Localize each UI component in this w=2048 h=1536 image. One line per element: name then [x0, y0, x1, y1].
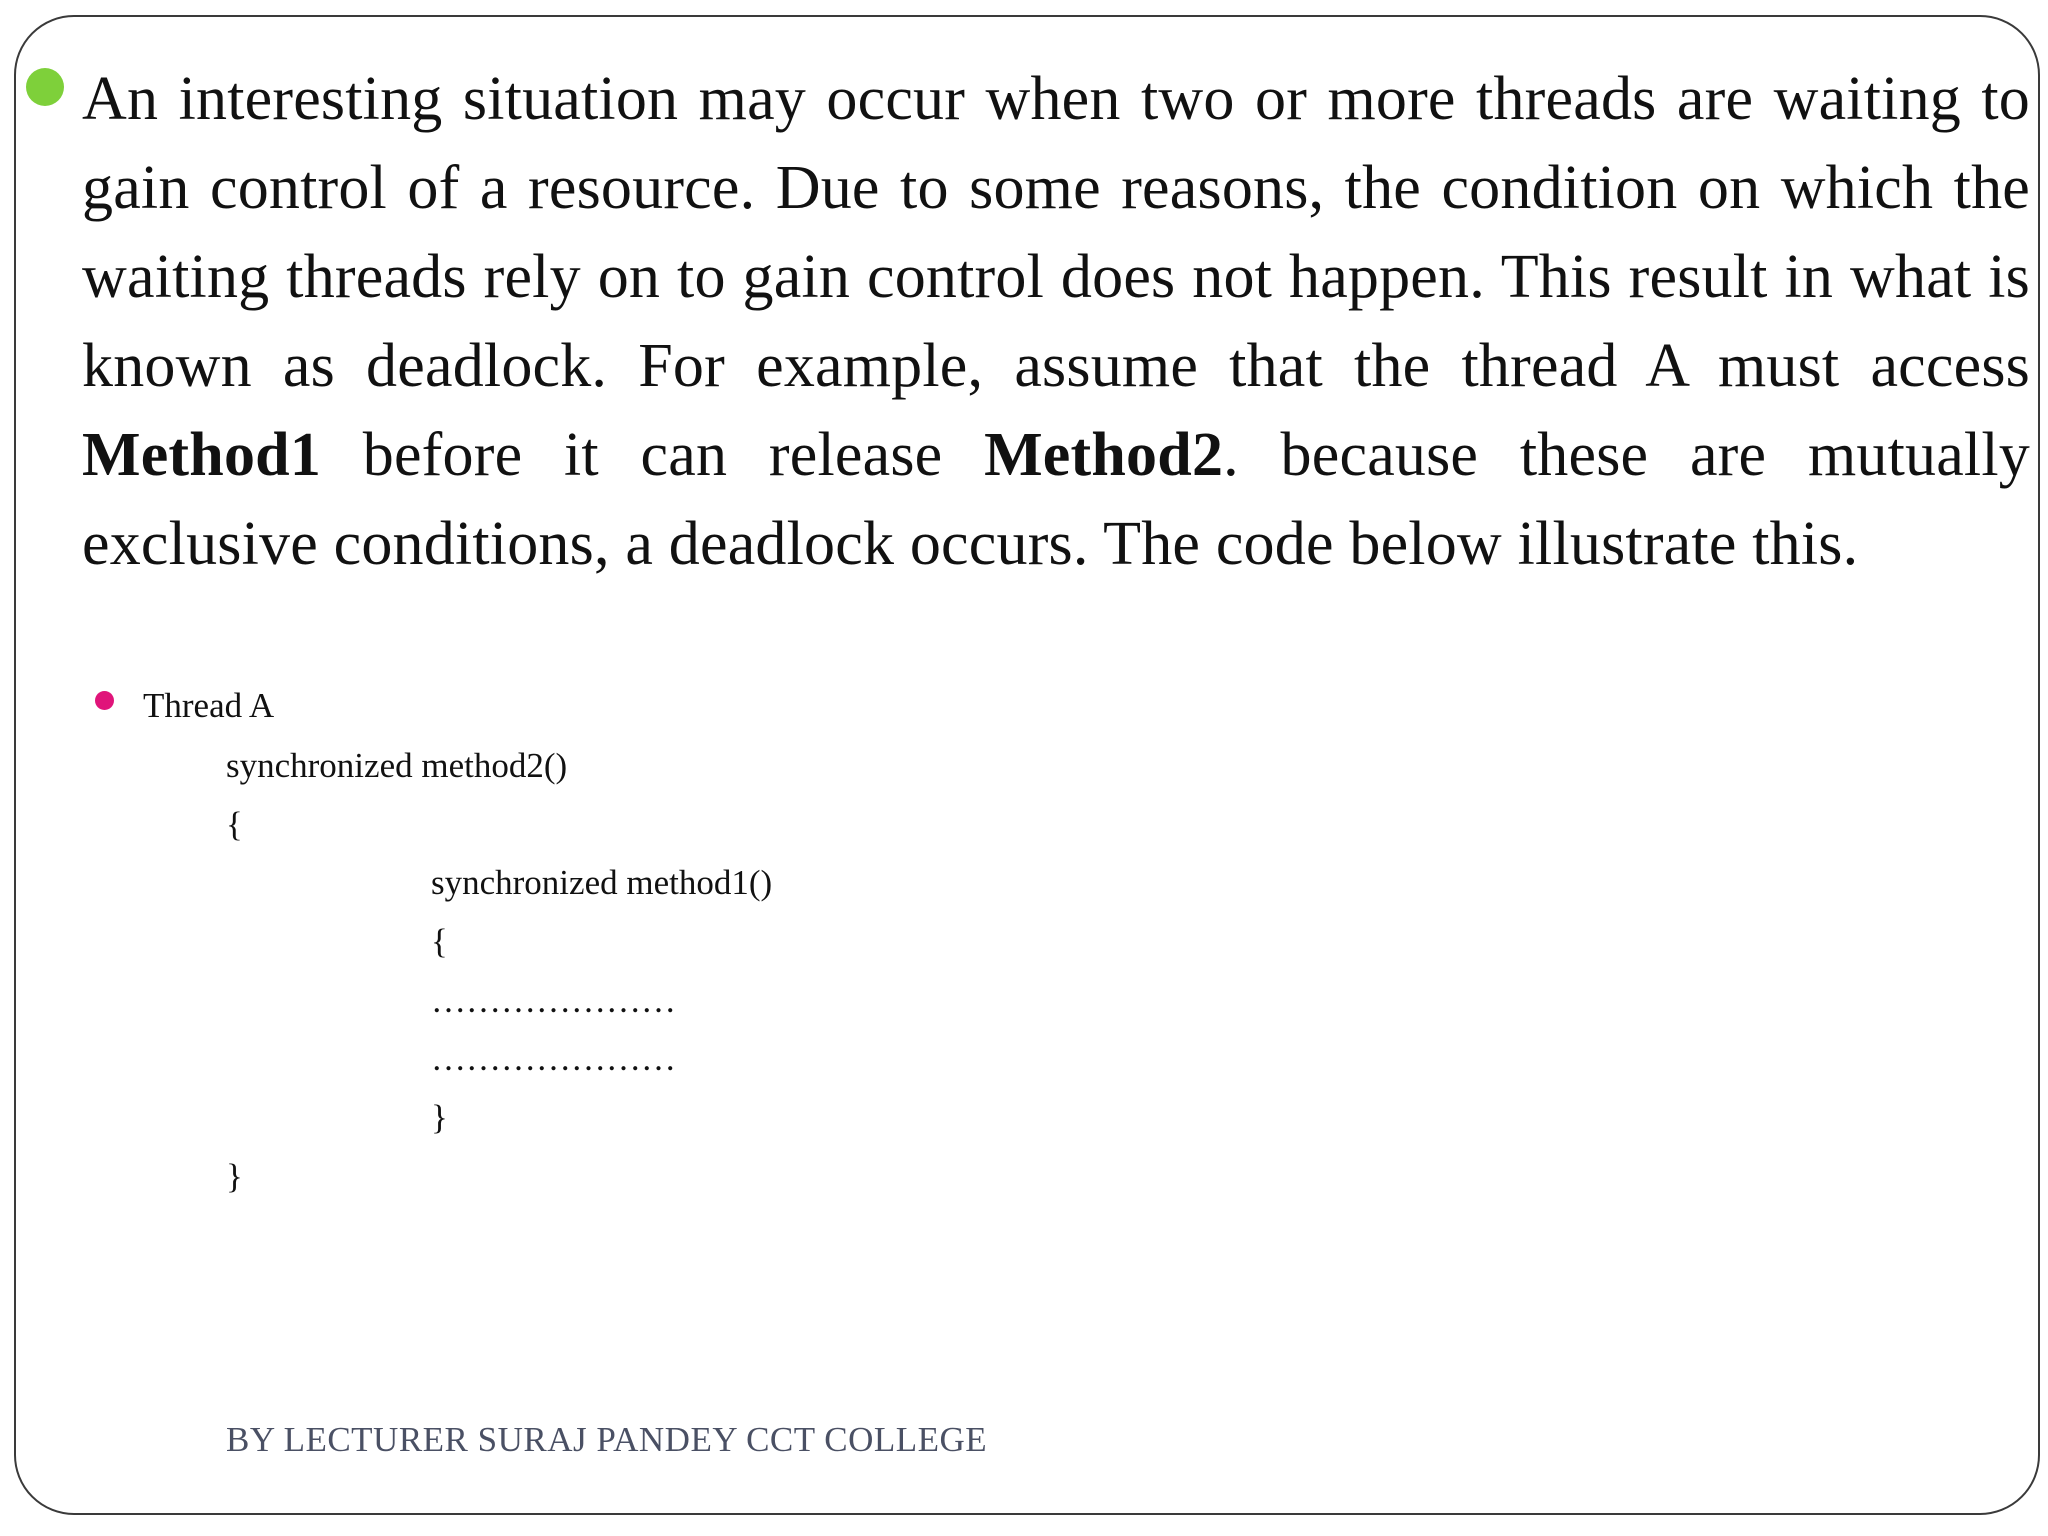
thread-a-label: Thread A: [143, 686, 275, 725]
code-line-close-brace-outer: }: [226, 1157, 243, 1196]
main-paragraph: [82, 55, 2030, 589]
sub-bullet-dot: [95, 691, 114, 710]
code-line-open-brace-inner: {: [431, 922, 448, 961]
code-line-method2: synchronized method2(): [226, 746, 568, 785]
method2-bold: Method2: [984, 421, 1224, 489]
footer-credit: BY LECTURER SURAJ PANDEY CCT COLLEGE: [226, 1420, 988, 1459]
code-line-open-brace-outer: {: [226, 805, 243, 844]
paragraph-text-1: An interesting situation may occur when two or more threads are waiting to gain control of a resource. Due to some reasons, the condition on which the waiting threads rely on to gain control does not happen. This result in what is known as deadlock. For example, assume that the thread A must access: [82, 65, 2030, 400]
code-line-method1: synchronized method1(): [431, 863, 773, 902]
paragraph-text-3: . because these are mutually exclusive conditions, a deadlock occurs. The code below illustrate this.: [82, 421, 2030, 578]
code-line-ellipsis-2: …………………: [431, 1039, 676, 1078]
code-line-close-brace-inner: }: [431, 1098, 448, 1137]
paragraph-text-2: before it can release: [321, 421, 985, 489]
method1-bold: Method1: [82, 421, 322, 489]
main-bullet-dot: [26, 68, 64, 106]
code-line-ellipsis-1: …………………: [431, 981, 676, 1020]
